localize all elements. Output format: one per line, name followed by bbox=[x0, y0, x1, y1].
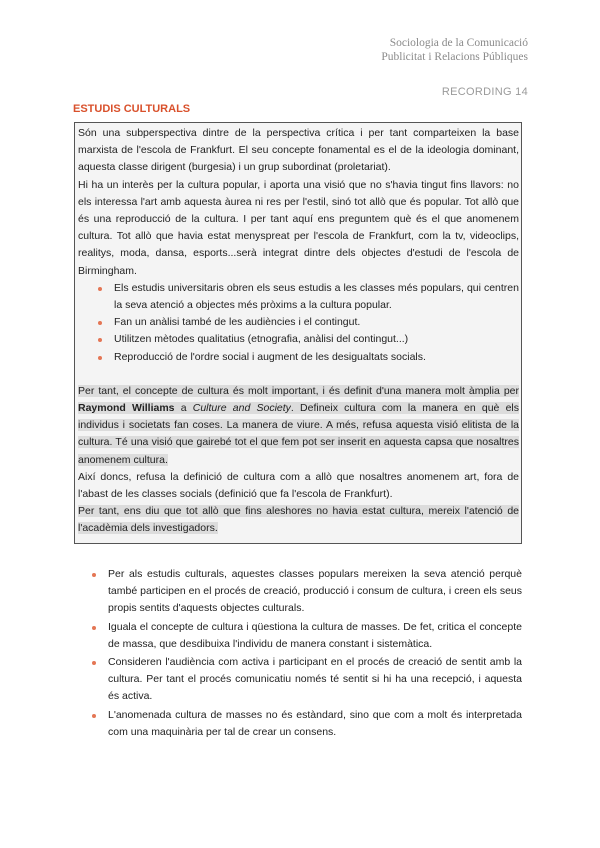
bullet-icon bbox=[98, 356, 102, 360]
program-title: Publicitat i Relacions Públiques bbox=[381, 51, 528, 63]
bullet-icon bbox=[98, 338, 102, 342]
conclusion-paragraph: Per tant, ens diu que tot allò que fins aleshores no havia estat cultura, mereix l'atenció de l'acadèmia dels investigadors. bbox=[78, 505, 519, 535]
definition-paragraph: Així doncs, refusa la definició de cultura com a allò que nosaltres anomenem art, fora de l'abast de les classes socials (definició que fa l'escola de Frankfurt). bbox=[78, 470, 519, 501]
course-title: Sociologia de la Comunicació bbox=[389, 37, 528, 49]
list-item: Iguala el concepte de cultura i qüestiona la cultura de masses. De fet, critica el concepte de massa, que desdibuixa l'individu de manera constant i sistemàtica. bbox=[92, 619, 522, 653]
williams-paragraph: Per tant, el concepte de cultura és molt important, i és definit d'una manera molt àmplia per Raymond Williams a Culture and Society. Defineix cultura com la manera en què els individus i societats fan coses. La manera de viure. A més, refusa aquesta visió elitista de la cultura. Té una visió que gairebé tot el que fem pot ser inserit en aquesta capsa que nosaltres anomenem cultura. bbox=[78, 384, 519, 466]
intro-paragraph: Són una subperspectiva dintre de la perspectiva crítica i per tant comparteixen la base marxista de l'escola de Frankfurt. El seu concepte fonamental es el de la ideologia dominant, aquesta classe dirigent (burgesia) i un grup subordinat (proletariat). bbox=[78, 127, 519, 174]
bullet-icon bbox=[92, 661, 96, 665]
list-item: Els estudis universitaris obren els seus estudis a les classes més populars, qui centren la seva atenció a objectes més pròxims a la cultura popular. bbox=[98, 280, 519, 314]
bullet-icon bbox=[98, 321, 102, 325]
summary-list bbox=[92, 566, 522, 742]
section-title: ESTUDIS CULTURALS bbox=[73, 103, 191, 115]
bullet-icon bbox=[98, 287, 102, 291]
highlight-box bbox=[74, 122, 522, 544]
popular-culture-paragraph: Hi ha un interès per la cultura popular, i aporta una visió que no s'havia tingut fins llavors: no els interessa l'art amb aquesta àurea ni res per l'estil, sinó tot allò que és popular. Tot allò que és una reproducció de la cultura. I per tant aquí ens preguntem què és el que anomenem cultura. Tot allò que havia estat menyspreat per l'escola de Frankfurt, com la tv, videoclips, realitys, moda, dansa, esports...serà integrat dintre dels objectes d'estudi de l'escola de Birmingham. bbox=[78, 178, 519, 277]
list-item: Per als estudis culturals, aquestes classes populars mereixen la seva atenció perquè també participen en el procés de creació, producció i consum de cultura, i creen els seus propis sentits d'aquests objectes culturals. bbox=[92, 566, 522, 618]
bullet-icon bbox=[92, 626, 96, 630]
list-item: L'anomenada cultura de masses no és estàndard, sino que com a molt és interpretada com una maquinària per tal de crear un consens. bbox=[92, 707, 522, 741]
list-item: Fan un anàlisi també de les audiències i el contingut. bbox=[98, 314, 519, 331]
bullet-icon bbox=[92, 573, 96, 577]
recording-label: RECORDING 14 bbox=[441, 86, 528, 98]
list-item: Reproducció de l'ordre social i augment de les desigualtats socials. bbox=[98, 349, 519, 366]
list-item: Consideren l'audiència com activa i participant en el procés de creació de sentit amb la cultura. Per tant el procés comunicatiu només té sentit si hi ha una recepció, i aquesta és activa. bbox=[92, 654, 522, 706]
bullet-icon bbox=[92, 714, 96, 718]
characteristics-list bbox=[78, 280, 519, 366]
list-item: Utilitzen mètodes qualitatius (etnografia, anàlisi del contingut...) bbox=[98, 331, 519, 348]
